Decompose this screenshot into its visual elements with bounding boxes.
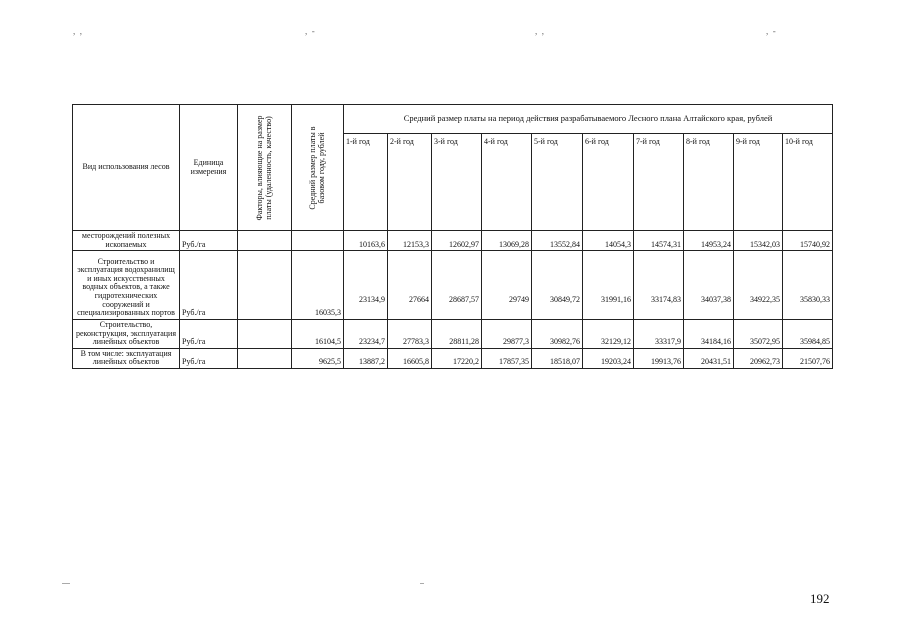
row-unit: Руб./га xyxy=(180,231,238,251)
header-unit: Единица измерения xyxy=(180,105,238,231)
forest-fee-table xyxy=(72,104,833,369)
scan-speck: , , xyxy=(73,26,82,36)
row-value: 35072,95 xyxy=(734,319,783,348)
row-unit: Руб./га xyxy=(180,251,238,320)
scan-speck: , - xyxy=(305,26,315,36)
row-value: 19203,24 xyxy=(583,348,634,368)
row-value: 13887,2 xyxy=(344,348,388,368)
header-year: 7-й год xyxy=(634,134,684,231)
row-value: 13069,28 xyxy=(482,231,532,251)
row-value: 20962,73 xyxy=(734,348,783,368)
row-value: 28687,57 xyxy=(432,251,482,320)
row-use-type: Строительство, реконструкция, эксплуатация линейных объектов xyxy=(73,319,180,348)
row-value: 34184,16 xyxy=(684,319,734,348)
row-value: 29749 xyxy=(482,251,532,320)
row-value: 35830,33 xyxy=(783,251,833,320)
row-value: 12602,97 xyxy=(432,231,482,251)
scan-speck: , - xyxy=(766,26,776,36)
row-value: 17857,35 xyxy=(482,348,532,368)
scan-speck: , , xyxy=(535,26,544,36)
row-value: 33317,9 xyxy=(634,319,684,348)
row-base-price: 9625,5 xyxy=(292,348,344,368)
row-factors xyxy=(238,251,292,320)
row-use-type: Строительство и эксплуатация водохранилищ и иных искусственных водных объектов, а также гидротехнических сооружений и специализированных портов xyxy=(73,251,180,320)
header-year: 6-й год xyxy=(583,134,634,231)
header-year: 3-й год xyxy=(432,134,482,231)
table-row xyxy=(73,251,833,320)
row-unit: Руб./га xyxy=(180,348,238,368)
row-value: 14574,31 xyxy=(634,231,684,251)
row-value: 10163,6 xyxy=(344,231,388,251)
header-year: 5-й год xyxy=(532,134,583,231)
row-base-price: 16035,3 xyxy=(292,251,344,320)
header-year: 8-й год xyxy=(684,134,734,231)
header-factors-text: Факторы, влияющие на размер платы (удаленность, качество) xyxy=(254,114,273,221)
header-year: 2-й год xyxy=(388,134,432,231)
row-value: 34037,38 xyxy=(684,251,734,320)
row-unit: Руб./га xyxy=(180,319,238,348)
scan-speck xyxy=(420,583,424,584)
row-value: 28811,28 xyxy=(432,319,482,348)
header-factors xyxy=(238,105,292,231)
row-factors xyxy=(238,319,292,348)
row-factors xyxy=(238,348,292,368)
row-value: 32129,12 xyxy=(583,319,634,348)
header-base-price xyxy=(292,105,344,231)
row-base-price xyxy=(292,231,344,251)
row-factors xyxy=(238,231,292,251)
row-value: 30982,76 xyxy=(532,319,583,348)
row-value: 12153,3 xyxy=(388,231,432,251)
row-value: 33174,83 xyxy=(634,251,684,320)
header-year: 10-й год xyxy=(783,134,833,231)
header-year: 9-й год xyxy=(734,134,783,231)
header-year: 1-й год xyxy=(344,134,388,231)
row-value: 18518,07 xyxy=(532,348,583,368)
table-row xyxy=(73,348,833,368)
row-value: 29877,3 xyxy=(482,319,532,348)
row-value: 31991,16 xyxy=(583,251,634,320)
row-value: 34922,35 xyxy=(734,251,783,320)
row-value: 23234,7 xyxy=(344,319,388,348)
row-value: 21507,76 xyxy=(783,348,833,368)
header-base-price-text: Средний размер платы в базовом году, рублей xyxy=(307,125,326,210)
header-use-type: Вид использования лесов xyxy=(73,105,180,231)
row-use-type: В том числе: эксплуатация линейных объектов xyxy=(73,348,180,368)
scan-speck xyxy=(62,583,70,584)
page-number: 192 xyxy=(810,591,830,606)
row-value: 17220,2 xyxy=(432,348,482,368)
row-value: 20431,51 xyxy=(684,348,734,368)
table-row xyxy=(73,319,833,348)
row-value: 27783,3 xyxy=(388,319,432,348)
row-value: 15342,03 xyxy=(734,231,783,251)
row-value: 23134,9 xyxy=(344,251,388,320)
row-value: 14054,3 xyxy=(583,231,634,251)
row-value: 30849,72 xyxy=(532,251,583,320)
row-use-type: месторождений полезных ископаемых xyxy=(73,231,180,251)
row-base-price: 16104,5 xyxy=(292,319,344,348)
row-value: 35984,85 xyxy=(783,319,833,348)
row-value: 27664 xyxy=(388,251,432,320)
header-year: 4-й год xyxy=(482,134,532,231)
header-period: Средний размер платы на период действия разрабатываемого Лесного плана Алтайского края, рублей xyxy=(344,105,833,134)
row-value: 16605,8 xyxy=(388,348,432,368)
row-value: 19913,76 xyxy=(634,348,684,368)
row-value: 15740,92 xyxy=(783,231,833,251)
row-value: 13552,84 xyxy=(532,231,583,251)
row-value: 14953,24 xyxy=(684,231,734,251)
table-row xyxy=(73,231,833,251)
